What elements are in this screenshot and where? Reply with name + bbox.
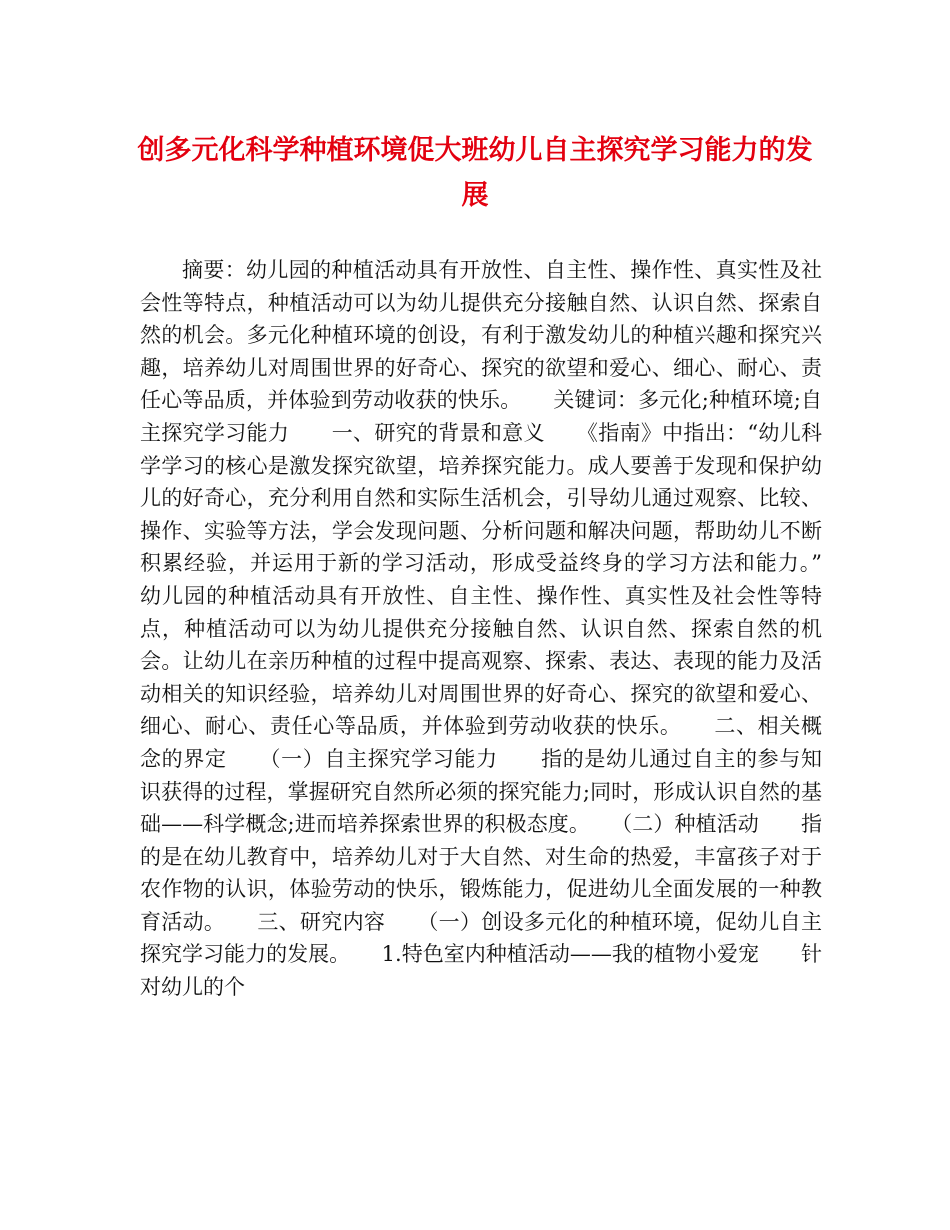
document-body: 摘要：幼儿园的种植活动具有开放性、自主性、操作性、真实性及社会性等特点，种植活动可以为幼儿提供充分接触自然、认识自然、探索自然的机会。多元化种植环境的创设，有利于激发幼儿的种植兴趣和探究兴趣，培养幼儿对周围世界的好奇心、探究的欲望和爱心、细心、耐心、责任心等品质，并体验到劳动收获的快乐。 关键词：多元化;种植环境;自主探究学习能力 一、研究的背景和意义 《指南》中指出：“幼儿科学学习的核心是激发探究欲望，培养探究能力。成人要善于发现和保护幼儿的好奇心，充分利用自然和实际生活机会，引导幼儿通过观察、比较、操作、实验等方法，学会发现问题、分析问题和解决问题，帮助幼儿不断积累经验，并运用于新的学习活动，形成受益终身的学习方法和能力。” 幼儿园的种植活动具有开放性、自主性、操作性、真实性及社会性等特点，种植活动可以为幼儿提供充分接触自然、认识自然、探索自然的机会。让幼儿在亲历种植的过程中提高观察、探索、表达、表现的能力及活动相关的知识经验，培养幼儿对周围世界的好奇心、探究的欲望和爱心、细心、耐心、责任心等品质，并体验到劳动收获的快乐。 二、相关概念的界定 （一）自主探究学习能力 指的是幼儿通过自主的参与知识获得的过程，掌握研究自然所必须的探究能力;同时，形成认识自然的基础——科学概念;进而培养探索世界的积极态度。 （二）种植活动 指的是在幼儿教育中，培养幼儿对于大自然、对生命的热爱，丰富孩子对于农作物的认识，体验劳动的快乐，锻炼能力，促进幼儿全面发展的一种教育活动。 三、研究内容 （一）创设多元化的种植环境，促幼儿自主探究学习能力的发展。 1.特色室内种植活动——我的植物小爱宠 针对幼儿的个 xyxy=(140,258,864,1000)
document-title: 创多元化科学种植环境促大班幼儿自主探究学习能力的发展 xyxy=(137,135,813,211)
